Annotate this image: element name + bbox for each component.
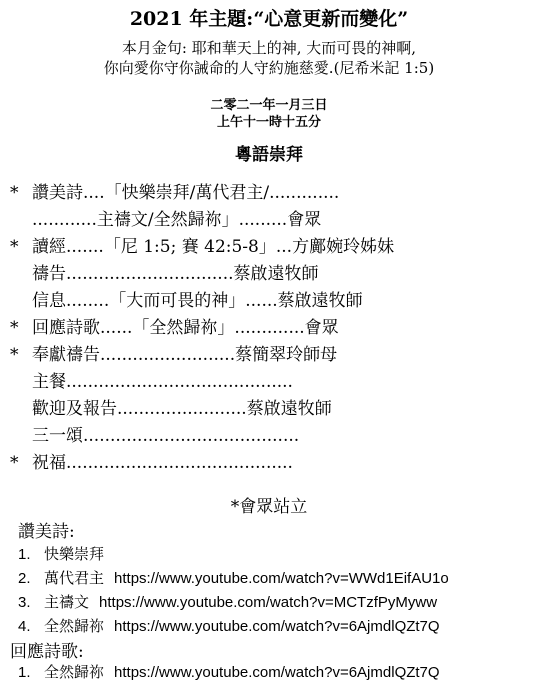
hymn-number: 2. [18, 570, 31, 587]
service-date: 二零二一年一月三日 [210, 98, 328, 113]
stand-marker: * [10, 453, 19, 472]
hymn-name: 快樂崇拜 [44, 545, 105, 563]
hymn-name: 主禱文 [44, 593, 90, 611]
order-item-text: 禱告...............................蔡啟遠牧師 [32, 264, 319, 283]
order-item-text: ............主禱文/全然歸祢」.........會眾 [32, 210, 322, 229]
order-row [10, 340, 528, 364]
response-heading: 回應詩歌: [10, 642, 84, 662]
order-row [10, 421, 528, 445]
response-hymn-item [18, 661, 440, 682]
hymn-number: 4. [18, 618, 31, 635]
hymn-item [18, 591, 437, 612]
order-item-text: 信息........「大而可畏的神」......蔡啟遠牧師 [32, 291, 363, 310]
order-item-text: 歡迎及報告........................蔡啟遠牧師 [32, 399, 332, 418]
order-row [10, 232, 528, 256]
stand-marker: * [10, 183, 19, 202]
order-item-text: 祝福.......................................... [32, 453, 293, 472]
stand-note: *會眾站立 [230, 497, 308, 517]
hymn-item [18, 543, 114, 564]
page-title: 2021 年主題:“心意更新而變化” [129, 8, 409, 30]
hymn-name: 全然歸祢 [44, 617, 105, 635]
order-item-text: 主餐.......................................... [32, 372, 293, 391]
order-item-text: 讚美詩....「快樂崇拜/萬代君主/............. [32, 183, 340, 202]
order-row [10, 448, 528, 472]
order-row [10, 286, 528, 310]
order-row [10, 259, 528, 283]
hymn-item [18, 567, 449, 588]
hymn-link[interactable]: https://www.youtube.com/watch?v=6AjmdlQZt7Q [114, 664, 440, 681]
hymn-name: 全然歸祢 [44, 663, 105, 681]
verse-line-2: 你向愛你守你誡命的人守約施慈愛.(尼希米記 1:5) [103, 59, 435, 77]
hymn-link[interactable]: https://www.youtube.com/watch?v=WWd1EifAU1o [114, 570, 449, 587]
hymn-number: 3. [18, 594, 31, 611]
order-row [10, 313, 528, 337]
hymn-item [18, 615, 440, 636]
stand-marker: * [10, 345, 19, 364]
stand-marker: * [10, 318, 19, 337]
stand-marker: * [10, 237, 19, 256]
order-row [10, 178, 528, 202]
order-row [10, 205, 528, 229]
order-item-text: 三一頌........................................ [32, 426, 300, 445]
order-row [10, 394, 528, 418]
order-item-text: 回應詩歌......「全然歸祢」.............會眾 [32, 318, 339, 337]
hymn-number: 1. [18, 546, 31, 563]
hymn-link[interactable]: https://www.youtube.com/watch?v=MCTzfPyMyww [99, 594, 438, 611]
hymn-number: 1. [18, 664, 31, 681]
hymn-name: 萬代君主 [44, 569, 105, 587]
verse-line-1: 本月金句: 耶和華天上的神, 大而可畏的神啊, [121, 39, 417, 57]
hymns-heading: 讚美詩: [18, 522, 75, 542]
order-row [10, 367, 528, 391]
order-item-text: 讀經.......「尼 1:5; 賽 42:5-8」...方鄺婉玲姊妹 [32, 237, 395, 256]
order-item-text: 奉獻禱告.........................蔡簡翠玲師母 [32, 345, 338, 364]
service-time: 上午十一時十五分 [216, 115, 321, 130]
hymn-link[interactable]: https://www.youtube.com/watch?v=6AjmdlQZt7Q [114, 618, 440, 635]
service-name: 粵語崇拜 [235, 145, 303, 165]
